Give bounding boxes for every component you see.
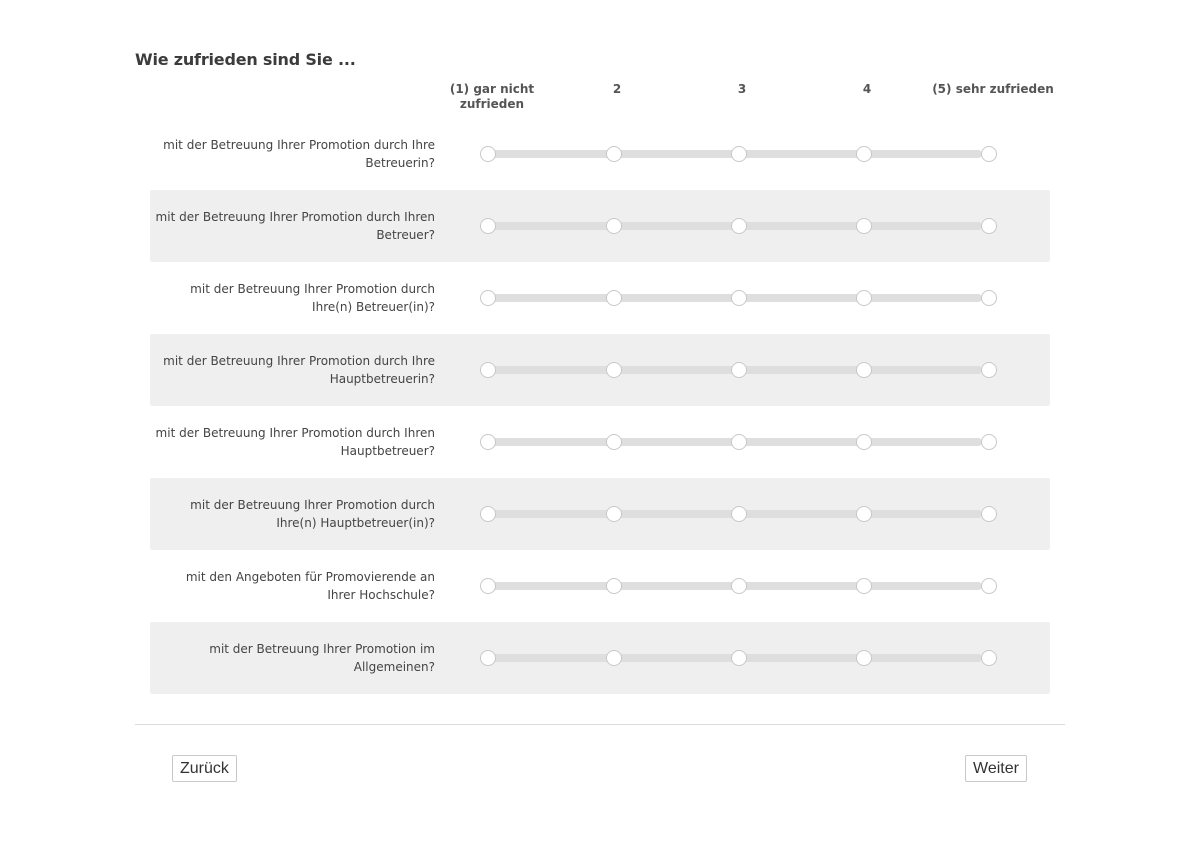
row-label: mit den Angeboten für Promovierende an Ihrer Hochschule? [185,570,435,602]
rating-option-2[interactable] [606,434,622,450]
rating-option-4[interactable] [856,362,872,378]
rating-option-5[interactable] [981,362,997,378]
rating-slider[interactable] [480,146,990,162]
rating-option-1[interactable] [480,506,496,522]
rating-option-2[interactable] [606,218,622,234]
table-row [150,406,1050,478]
rating-slider[interactable] [480,290,990,306]
rating-option-4[interactable] [856,434,872,450]
rating-option-5[interactable] [981,290,997,306]
rating-option-4[interactable] [856,146,872,162]
rating-slider[interactable] [480,434,990,450]
rating-option-3[interactable] [731,362,747,378]
scale-label-1: (1) gar nicht zufrieden [449,82,535,111]
rating-option-3[interactable] [731,506,747,522]
rating-slider[interactable] [480,578,990,594]
rating-slider[interactable] [480,650,990,666]
table-row [150,262,1050,334]
table-row [150,550,1050,622]
rating-option-4[interactable] [856,290,872,306]
rating-option-2[interactable] [606,362,622,378]
scale-header [0,82,1200,116]
rating-option-2[interactable] [606,650,622,666]
rating-option-1[interactable] [480,146,496,162]
rating-option-4[interactable] [856,218,872,234]
rating-option-5[interactable] [981,578,997,594]
table-row [150,118,1050,190]
rating-option-3[interactable] [731,434,747,450]
table-row [150,478,1050,550]
rating-option-3[interactable] [731,218,747,234]
rating-option-1[interactable] [480,290,496,306]
row-label: mit der Betreuung Ihrer Promotion im Allgemeinen? [209,642,435,674]
row-label: mit der Betreuung Ihrer Promotion durch Ihre Betreuerin? [163,138,435,170]
rating-option-1[interactable] [480,434,496,450]
row-label: mit der Betreuung Ihrer Promotion durch Ihre(n) Betreuer(in)? [190,282,435,314]
rating-option-1[interactable] [480,362,496,378]
row-label: mit der Betreuung Ihrer Promotion durch Ihre Hauptbetreuerin? [163,354,435,386]
rating-option-5[interactable] [981,434,997,450]
next-button[interactable]: Weiter [965,755,1027,782]
rating-slider[interactable] [480,506,990,522]
back-button[interactable]: Zurück [172,755,237,782]
rating-option-1[interactable] [480,578,496,594]
rating-option-2[interactable] [606,578,622,594]
rating-option-1[interactable] [480,218,496,234]
row-label: mit der Betreuung Ihrer Promotion durch Ihren Hauptbetreuer? [155,426,435,458]
divider [135,724,1065,725]
rating-option-3[interactable] [731,290,747,306]
rating-option-5[interactable] [981,650,997,666]
question-title: Wie zufrieden sind Sie ... [135,50,356,69]
rating-option-4[interactable] [856,650,872,666]
rating-option-5[interactable] [981,146,997,162]
rating-option-3[interactable] [731,578,747,594]
table-row [150,334,1050,406]
rating-matrix [150,118,1050,694]
scale-label-3: 3 [737,82,747,96]
rating-option-2[interactable] [606,146,622,162]
rating-option-5[interactable] [981,218,997,234]
rating-option-4[interactable] [856,578,872,594]
rating-option-1[interactable] [480,650,496,666]
rating-option-3[interactable] [731,146,747,162]
row-label: mit der Betreuung Ihrer Promotion durch Ihren Betreuer? [155,210,435,242]
rating-option-2[interactable] [606,506,622,522]
rating-option-2[interactable] [606,290,622,306]
rating-option-5[interactable] [981,506,997,522]
scale-label-2: 2 [612,82,622,96]
rating-option-3[interactable] [731,650,747,666]
rating-slider[interactable] [480,218,990,234]
table-row [150,190,1050,262]
scale-label-4: 4 [862,82,872,96]
rating-option-4[interactable] [856,506,872,522]
scale-label-5: (5) sehr zufrieden [932,82,1054,96]
row-label: mit der Betreuung Ihrer Promotion durch Ihre(n) Hauptbetreuer(in)? [190,498,435,530]
table-row [150,622,1050,694]
rating-slider[interactable] [480,362,990,378]
